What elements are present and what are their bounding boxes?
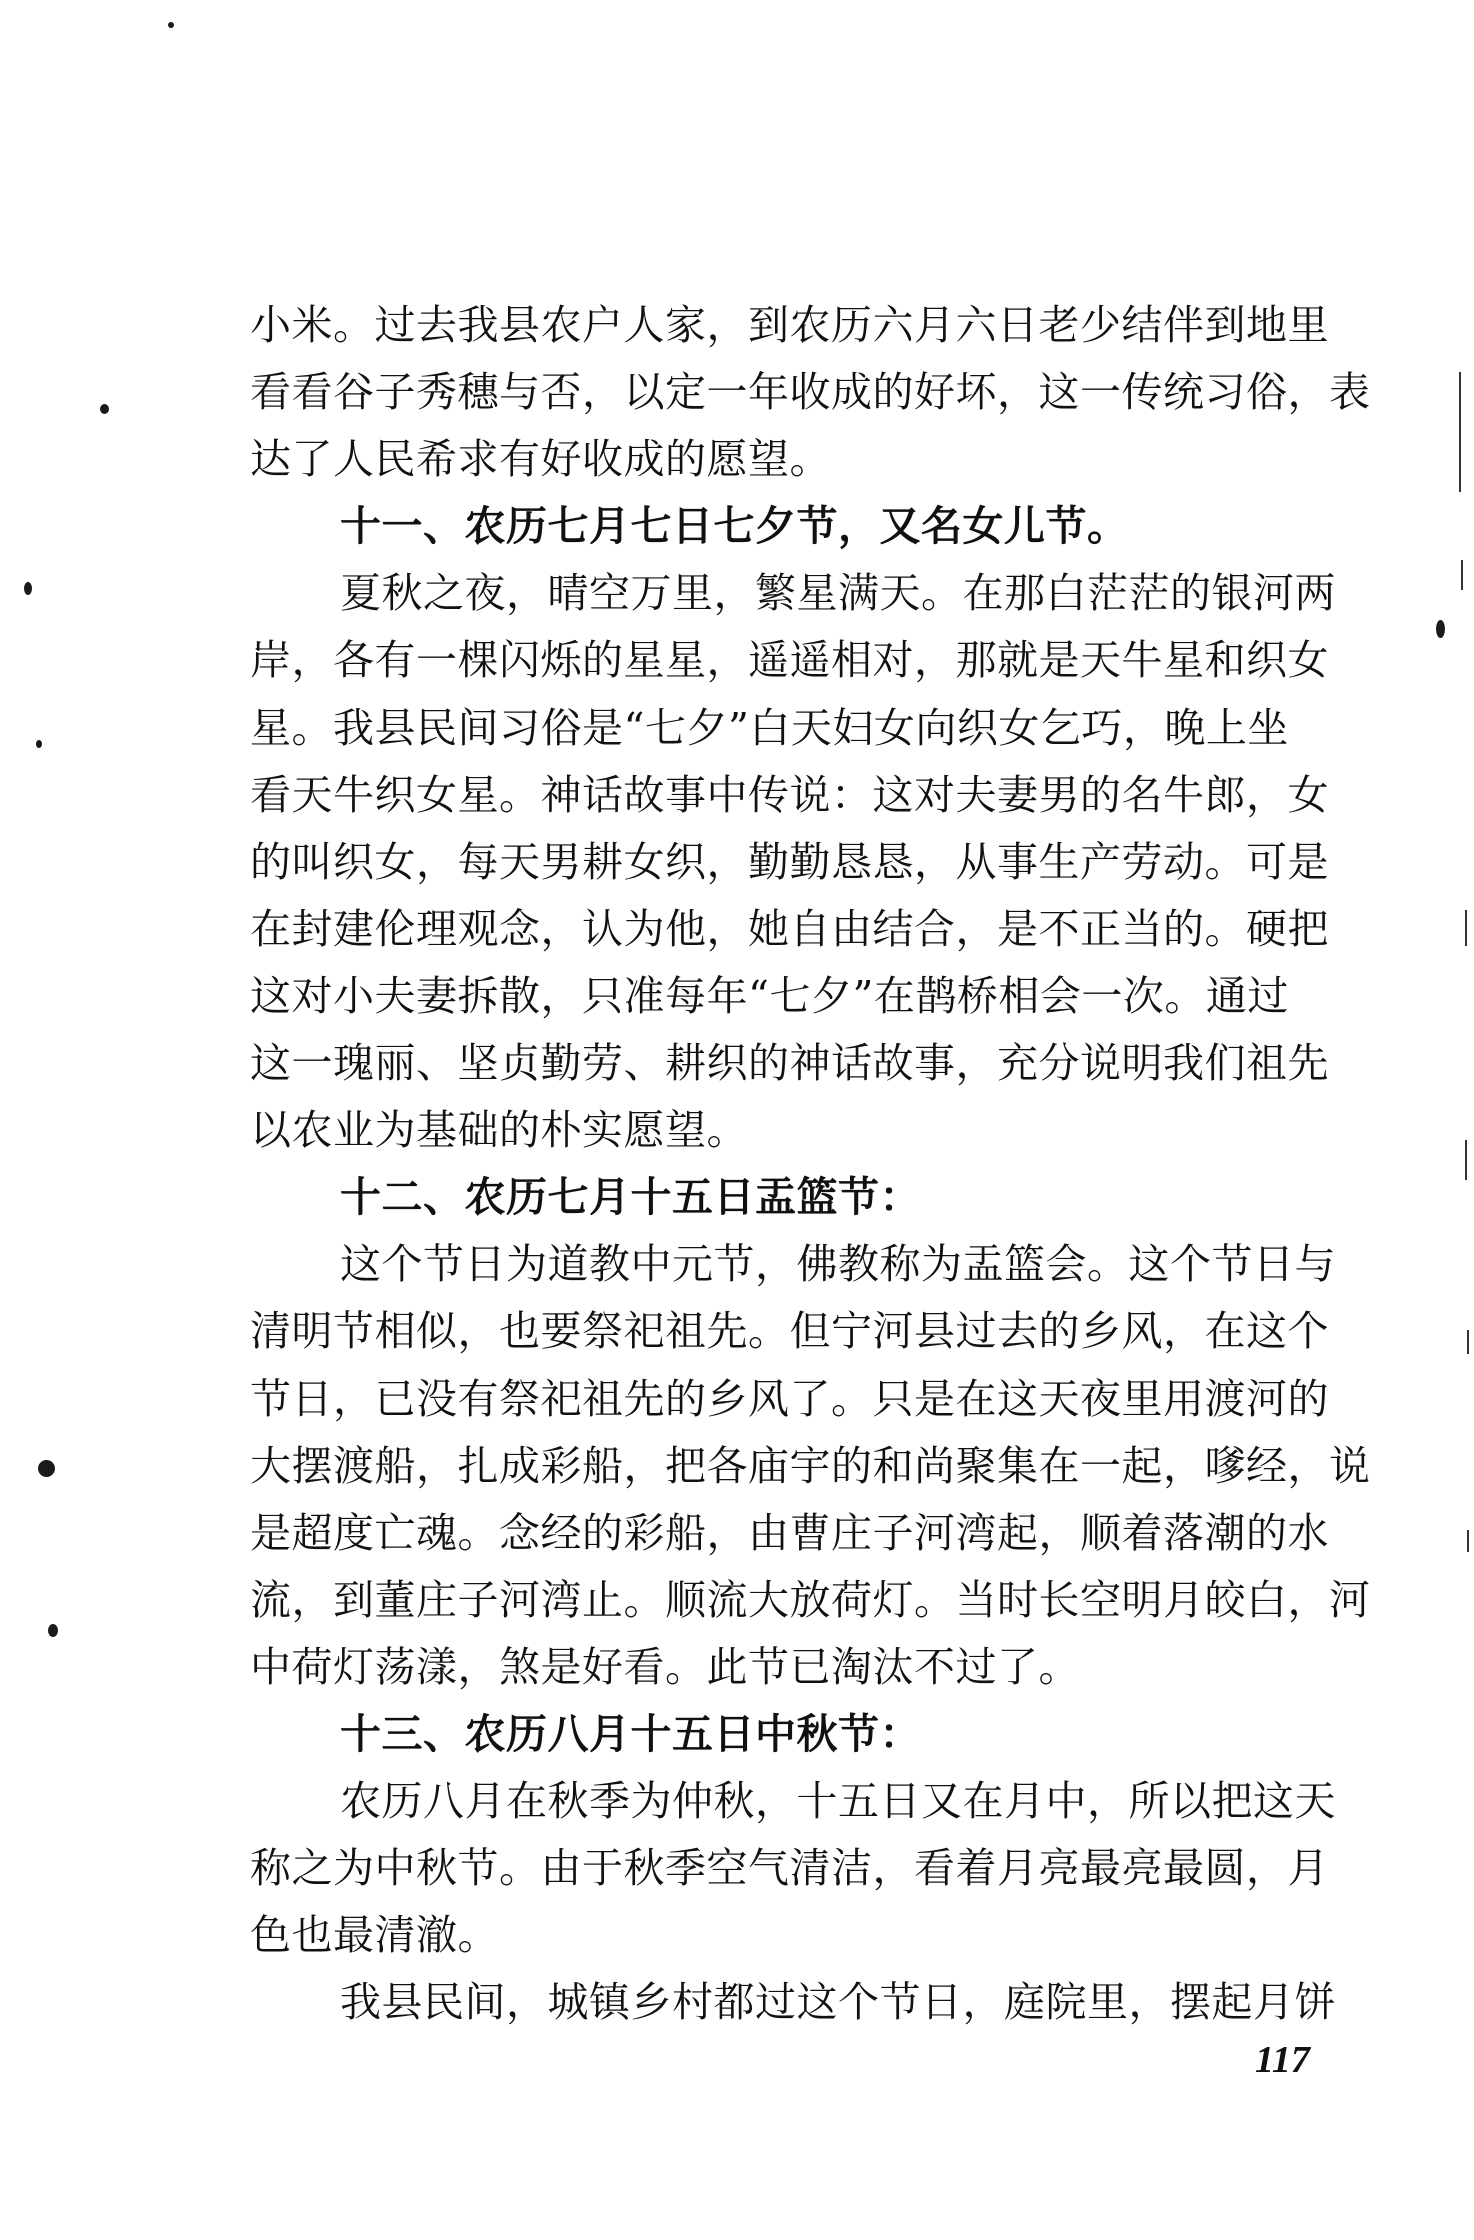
text-line: 大摆渡船，扎成彩船，把各庙宇的和尚聚集在一起，嗲经，说 [250,1441,1371,1490]
text-line: 这个节日为道教中元节，佛教称为盂篮会。这个节日与 [340,1240,1336,1289]
margin-line [1465,910,1467,946]
section-heading: 十二、农历七月十五日盂篮节： [340,1173,921,1222]
margin-line [1465,1140,1467,1180]
text-line: 我县民间，城镇乡村都过这个节日，庭院里，摆起月饼 [340,1978,1336,2027]
page-number: 117 [1255,2039,1310,2081]
margin-line [1459,372,1461,492]
text-line: 这一瑰丽、坚贞勤劳、耕织的神话故事，充分说明我们祖先 [250,1039,1329,1088]
scan-speck [48,1624,58,1637]
margin-line [1467,1530,1469,1552]
margin-line [1461,560,1463,590]
text-line: 的叫织女，每天男耕女织，勤勤恳恳，从事生产劳动。可是 [250,837,1329,886]
scan-speck [168,22,174,28]
text-line: 小米。过去我县农户人家，到农历六月六日老少结伴到地里 [250,301,1329,349]
scan-speck [100,404,109,414]
text-line: 星。我县民间习俗是“七夕”白天妇女向织女乞巧，晚上坐 [250,703,1289,752]
text-line: 达了人民希求有好收成的愿望。 [250,435,831,484]
body-text [250,292,1380,2036]
margin-line [1467,1330,1469,1354]
text-line: 中荷灯荡漾，煞是好看。此节已淘汰不过了。 [250,1642,1080,1691]
text-line: 夏秋之夜，晴空万里，繁星满天。在那白茫茫的银河两 [340,569,1336,618]
section-heading: 十三、农历八月十五日中秋节： [340,1709,921,1758]
scan-speck [1436,620,1445,638]
text-line: 节日，已没有祭祀祖先的乡风了。只是在这天夜里用渡河的 [250,1374,1329,1423]
text-line: 看看谷子秀穗与否，以定一年收成的好坏，这一传统习俗，表 [250,368,1371,417]
section-heading: 十一、农历七月七日七夕节，又名女儿节。 [340,502,1129,551]
text-line: 是超度亡魂。念经的彩船，由曹庄子河湾起，顺着落潮的水 [250,1508,1329,1557]
text-line: 清明节相似，也要祭祀祖先。但宁河县过去的乡风，在这个 [250,1307,1329,1356]
text-line: 在封建伦理观念，认为他，她自由结合，是不正当的。硬把 [250,904,1329,953]
text-line: 这对小夫妻拆散，只准每年“七夕”在鹊桥相会一次。通过 [250,971,1289,1020]
text-line: 流，到董庄子河湾止。顺流大放荷灯。当时长空明月皎白，河 [250,1575,1371,1624]
text-line: 以农业为基础的朴实愿望。 [250,1106,748,1155]
text-line: 看天牛织女星。神话故事中传说：这对夫妻男的名牛郎，女 [250,770,1329,819]
text-line: 岸，各有一棵闪烁的星星，遥遥相对，那就是天牛星和织女 [250,636,1329,685]
text-line: 农历八月在秋季为仲秋，十五日又在月中，所以把这天 [340,1777,1336,1826]
text-line: 色也最清澈。 [250,1911,499,1960]
scan-speck [24,582,32,595]
scan-speck [38,1460,55,1477]
scan-speck [36,740,42,748]
text-line: 称之为中秋节。由于秋季空气清洁，看着月亮最亮最圆，月 [250,1844,1329,1893]
